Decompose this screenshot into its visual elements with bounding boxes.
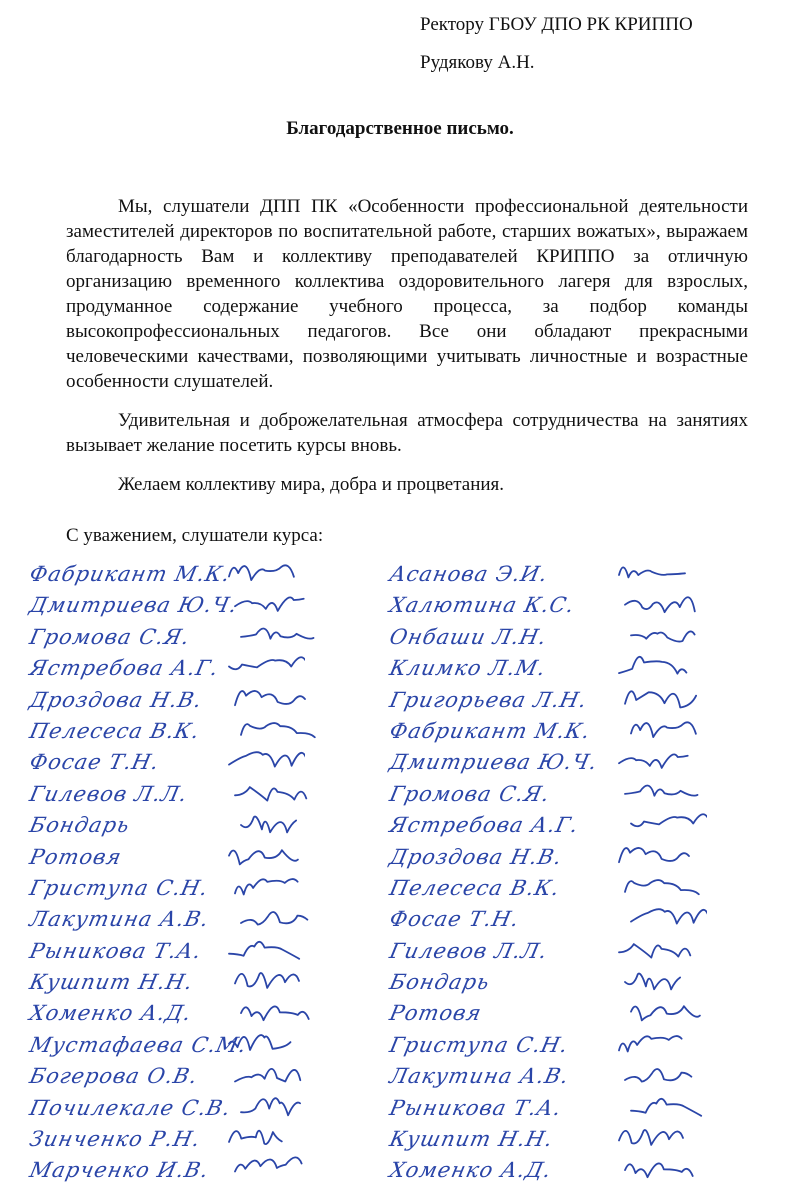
handwritten-name: Фосае Т.Н. — [27, 750, 162, 775]
handwritten-name: Хоменко А.Д. — [387, 1158, 555, 1183]
handwritten-name: Ротовя — [387, 1001, 485, 1026]
handwritten-name: Ястребова А.Г. — [387, 813, 582, 838]
handwritten-name: Халютина К.С. — [387, 593, 578, 618]
handwritten-name: Бондарь — [387, 970, 493, 995]
handwritten-name: Зинченко Р.Н. — [27, 1127, 203, 1152]
signature-row — [27, 813, 360, 844]
handwritten-name: Дроздова Н.В. — [387, 844, 565, 869]
handwritten-name: Пелесеса В.К. — [27, 718, 203, 743]
handwritten-name: Гилевов Л.Л. — [387, 938, 550, 963]
handwritten-name: Кушпит Н.Н. — [27, 970, 196, 995]
handwritten-name: Ротовя — [27, 844, 125, 869]
handwritten-name: Фабрикант М.К. — [387, 718, 593, 743]
handwritten-name: Марченко И.В. — [27, 1158, 212, 1183]
handwritten-name: Онбаши Л.Н. — [387, 624, 550, 649]
signature-scribble-icon — [231, 1154, 311, 1190]
handwritten-name: Громова С.Я. — [387, 781, 553, 806]
handwritten-name: Кушпит Н.Н. — [387, 1127, 556, 1152]
letter-body — [66, 194, 748, 511]
handwritten-name: Гриступа С.Н. — [27, 875, 211, 900]
signature-row — [27, 907, 360, 938]
handwritten-name: Дмитриева Ю.Ч. — [27, 593, 240, 618]
handwritten-name: Ястребова А.Г. — [27, 656, 222, 681]
handwritten-name: Лакутина А.В. — [27, 907, 212, 932]
paragraph-atmosphere: Удивительная и доброжелательная атмосфера сотрудничества на занятиях вызывает желание посетить курсы вновь. — [66, 410, 748, 456]
handwritten-name: Лакутина А.В. — [387, 1064, 572, 1089]
handwritten-name: Дроздова Н.В. — [27, 687, 205, 712]
signature-row — [387, 1158, 720, 1189]
addressee-position: Ректору ГБОУ ДПО РК КРИППО — [420, 14, 693, 35]
paragraph-wishes: Желаем коллективу мира, добра и процветания. — [118, 474, 505, 495]
handwritten-name: Асанова Э.И. — [387, 562, 551, 586]
handwritten-name: Мустафаева С.М. — [27, 1032, 250, 1057]
signature-row — [27, 718, 360, 750]
handwritten-name: Пелесеса В.К. — [387, 875, 563, 900]
handwritten-name: Хоменко А.Д. — [27, 1001, 195, 1026]
addressee-name: Рудякову А.Н. — [420, 52, 535, 73]
closing-line: С уважением, слушатели курса: — [66, 525, 324, 546]
addressee-block — [420, 6, 693, 82]
handwritten-name: Гриступа С.Н. — [387, 1032, 571, 1057]
handwritten-name: Гилевов Л.Л. — [27, 781, 190, 806]
signature-scribble-icon — [621, 1154, 701, 1190]
handwritten-name: Рыникова Т.А. — [27, 938, 205, 963]
signature-row — [27, 1158, 360, 1189]
letter-title: Благодарственное письмо. — [286, 118, 514, 139]
handwritten-name: Фосае Т.Н. — [387, 907, 522, 932]
signature-row — [27, 1001, 360, 1032]
signature-row — [27, 1095, 360, 1127]
signatures-left-column — [27, 562, 360, 1190]
signatures-right-column — [387, 562, 720, 1190]
signature-row — [27, 624, 360, 656]
paragraph-gratitude: Мы, слушатели ДПП ПК «Особенности профессиональной деятельности заместителей директоров по воспитательной работе, старших вожатых», выражаем благодарность Вам и коллективу преподавателей КРИППО за отличную организацию временного коллектива оздоровительного лагеря для взрослых, продуманное содержание учебного процесса, за подбор команды высокопрофессиональных педагогов. Все они обладают прекрасными человеческими качествами, позволяющими учитывать личностные и возрастные особенности слушателей. — [66, 196, 748, 392]
handwritten-name: Дмитриева Ю.Ч. — [387, 750, 600, 775]
handwritten-name: Почилекале С.В. — [27, 1095, 234, 1120]
handwritten-name: Григорьева Л.Н. — [387, 687, 590, 712]
handwritten-name: Климко Л.М. — [387, 656, 549, 681]
handwritten-name: Фабрикант М.К. — [27, 562, 233, 586]
handwritten-name: Рыникова Т.А. — [387, 1095, 565, 1120]
handwritten-name: Бондарь — [27, 813, 133, 838]
handwritten-name: Богерова О.В. — [27, 1064, 201, 1089]
handwritten-name: Громова С.Я. — [27, 624, 193, 649]
